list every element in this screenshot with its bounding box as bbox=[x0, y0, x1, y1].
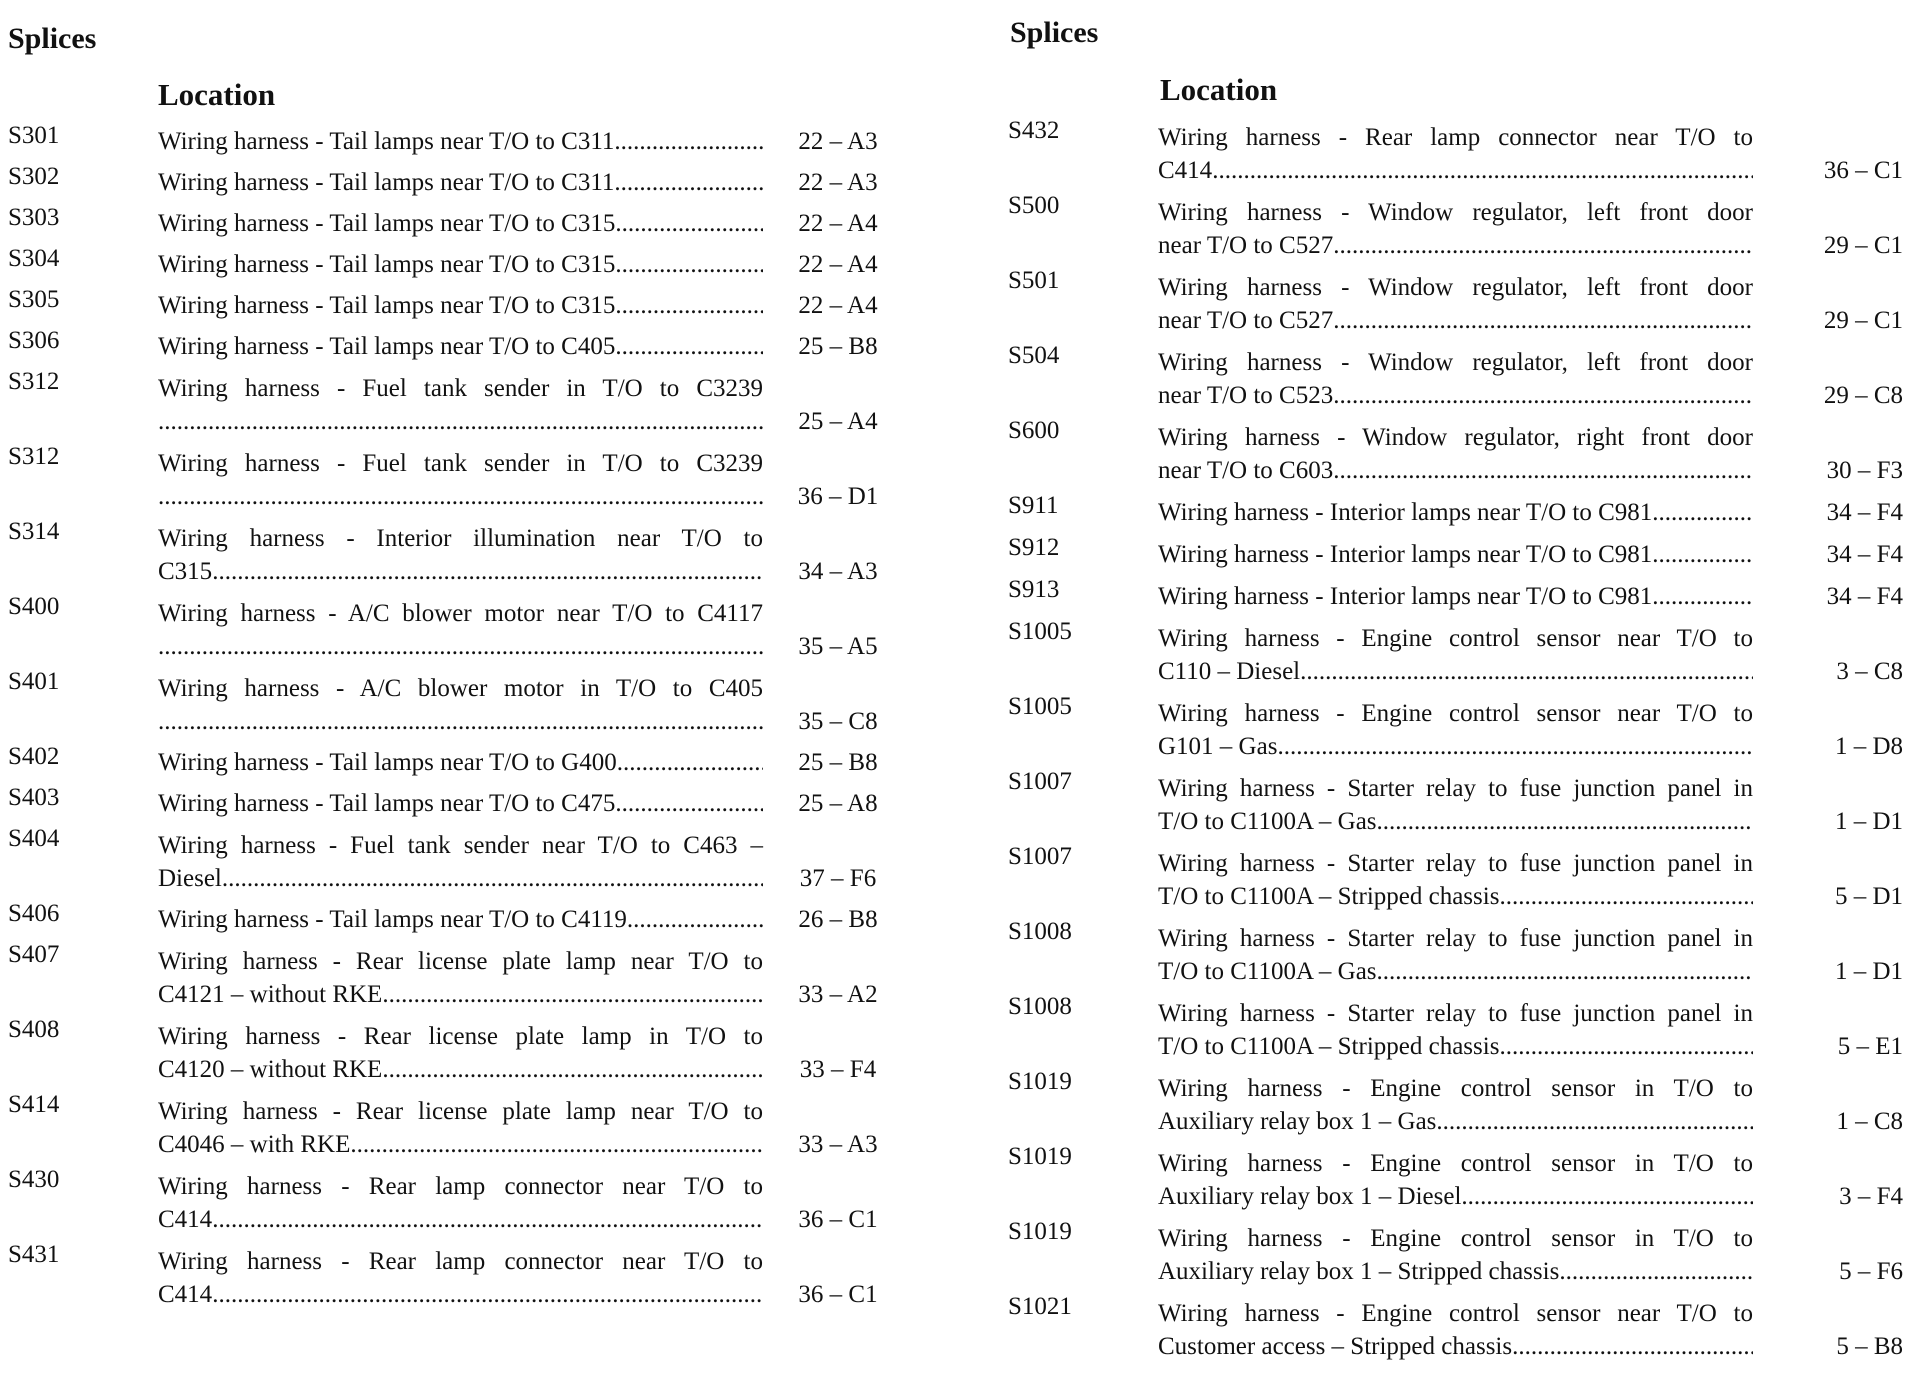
splice-id: S432 bbox=[1008, 117, 1060, 144]
location-line-2 bbox=[158, 630, 763, 663]
splice-row bbox=[8, 281, 933, 322]
splice-location bbox=[1158, 196, 1753, 262]
page-grid-reference: 22 – A3 bbox=[798, 128, 878, 155]
splice-row bbox=[1008, 529, 1908, 571]
page-grid-reference: 3 – C8 bbox=[1836, 658, 1903, 685]
splice-location bbox=[1158, 847, 1753, 913]
splice-location bbox=[1158, 1297, 1753, 1363]
splice-location bbox=[158, 207, 763, 240]
location-line-1 bbox=[158, 787, 763, 820]
splice-location bbox=[1158, 271, 1753, 337]
dot-leader bbox=[1499, 880, 1753, 913]
location-line-1: Wiring harness - Rear lamp connector near T/O to bbox=[158, 1248, 763, 1275]
splice-location bbox=[158, 1245, 763, 1311]
dot-leader bbox=[1512, 1330, 1753, 1363]
splice-id: S408 bbox=[8, 1016, 60, 1043]
location-line-1-text: Wiring harness - Interior lamps near T/O to C981 bbox=[1158, 541, 1653, 568]
location-line-1: Wiring harness - Rear lamp connector near T/O to bbox=[1158, 124, 1753, 151]
location-line-1 bbox=[158, 903, 763, 936]
splice-location bbox=[1158, 496, 1753, 529]
location-line-1: Wiring harness - Rear license plate lamp near T/O to bbox=[158, 948, 763, 975]
location-line-2-text: Customer access – Stripped chassis bbox=[1158, 1333, 1513, 1360]
splice-id: S303 bbox=[8, 204, 60, 231]
location-line-1-text: Wiring harness - Tail lamps near T/O to C315 bbox=[158, 292, 616, 319]
dot-leader bbox=[158, 405, 763, 438]
splice-id: S304 bbox=[8, 245, 60, 272]
location-line-2 bbox=[1158, 655, 1753, 688]
location-line-1: Wiring harness - Window regulator, left front door bbox=[1158, 274, 1753, 301]
splice-location bbox=[158, 289, 763, 322]
location-line-2 bbox=[1158, 304, 1753, 337]
splice-list-right bbox=[1008, 112, 1908, 1363]
splice-id: S430 bbox=[8, 1166, 60, 1193]
location-line-1: Wiring harness - Engine control sensor near T/O to bbox=[1158, 1300, 1753, 1327]
location-line-2-text: C4046 – with RKE bbox=[158, 1131, 351, 1158]
splice-row bbox=[8, 1086, 933, 1161]
location-line-2 bbox=[1158, 1180, 1753, 1213]
splice-id: S500 bbox=[1008, 192, 1060, 219]
splice-id: S1021 bbox=[1008, 1293, 1072, 1320]
location-line-1: Wiring harness - Engine control sensor in T/O to bbox=[1158, 1075, 1753, 1102]
page-grid-reference: 1 – D1 bbox=[1834, 958, 1903, 985]
location-line-1 bbox=[158, 207, 763, 240]
splice-id: S406 bbox=[8, 900, 60, 927]
page-grid-reference: 1 – C8 bbox=[1836, 1108, 1903, 1135]
splice-id: S1007 bbox=[1008, 768, 1072, 795]
splice-row bbox=[8, 1011, 933, 1086]
page-grid-reference: 5 – B8 bbox=[1836, 1333, 1903, 1360]
splice-location bbox=[158, 330, 763, 363]
location-header: Location bbox=[158, 77, 276, 112]
splice-id: S600 bbox=[1008, 417, 1060, 444]
dot-leader bbox=[222, 862, 763, 895]
splice-row bbox=[1008, 112, 1908, 187]
splice-row bbox=[8, 240, 933, 281]
page-grid-reference: 33 – A2 bbox=[798, 981, 878, 1008]
splice-row bbox=[1008, 613, 1908, 688]
splice-row bbox=[8, 363, 933, 438]
location-line-2-text: T/O to C1100A – Gas bbox=[1158, 958, 1377, 985]
splice-row bbox=[8, 322, 933, 363]
splice-id: S1019 bbox=[1008, 1143, 1072, 1170]
splice-row bbox=[1008, 988, 1908, 1063]
splice-id: S1005 bbox=[1008, 618, 1072, 645]
location-line-1 bbox=[158, 248, 763, 281]
splice-location bbox=[1158, 1222, 1753, 1288]
dot-leader bbox=[1333, 379, 1753, 412]
splice-id: S400 bbox=[8, 593, 60, 620]
location-line-2-text: Auxiliary relay box 1 – Gas bbox=[1158, 1108, 1437, 1135]
location-line-2-text: T/O to C1100A – Gas bbox=[1158, 808, 1377, 835]
location-line-2 bbox=[158, 705, 763, 738]
location-line-2-text: Diesel bbox=[158, 865, 222, 892]
splice-location bbox=[158, 787, 763, 820]
splice-location bbox=[158, 597, 763, 663]
location-line-1-text: Wiring harness - Tail lamps near T/O to C4119 bbox=[158, 906, 627, 933]
dot-leader bbox=[158, 480, 763, 513]
splice-location bbox=[1158, 538, 1753, 571]
splice-location bbox=[158, 166, 763, 199]
location-line-2 bbox=[158, 1053, 763, 1086]
location-line-1: Wiring harness - Window regulator, left front door bbox=[1158, 349, 1753, 376]
dot-leader bbox=[615, 248, 763, 281]
splice-location bbox=[1158, 580, 1753, 613]
splice-row bbox=[8, 820, 933, 895]
splice-location bbox=[1158, 697, 1753, 763]
page-grid-reference: 37 – F6 bbox=[799, 865, 877, 892]
location-line-2-text: C414 bbox=[158, 1281, 213, 1308]
page-grid-reference: 22 – A4 bbox=[798, 210, 878, 237]
location-line-2 bbox=[158, 1128, 763, 1161]
location-line-2 bbox=[158, 405, 763, 438]
dot-leader bbox=[1212, 154, 1753, 187]
page-grid-reference: 34 – F4 bbox=[1826, 583, 1903, 610]
splice-id: S504 bbox=[1008, 342, 1060, 369]
location-line-1-text: Wiring harness - Tail lamps near T/O to C311 bbox=[158, 169, 615, 196]
page-grid-reference: 29 – C8 bbox=[1823, 382, 1903, 409]
splice-row bbox=[8, 513, 933, 588]
page-grid-reference: 35 – C8 bbox=[798, 708, 878, 735]
location-line-2-text: T/O to C1100A – Stripped chassis bbox=[1158, 1033, 1500, 1060]
location-line-1: Wiring harness - Rear license plate lamp in T/O to bbox=[158, 1023, 763, 1050]
dot-leader bbox=[1333, 229, 1753, 262]
location-line-1 bbox=[1158, 538, 1753, 571]
location-line-2 bbox=[1158, 379, 1753, 412]
location-line-2 bbox=[1158, 1105, 1753, 1138]
page-grid-reference: 29 – C1 bbox=[1823, 307, 1903, 334]
splice-location bbox=[158, 1095, 763, 1161]
location-line-1-text: Wiring harness - Tail lamps near T/O to G400 bbox=[158, 749, 617, 776]
page-grid-reference: 36 – C1 bbox=[798, 1281, 878, 1308]
splice-row bbox=[8, 779, 933, 820]
dot-leader bbox=[1652, 496, 1753, 529]
dot-leader bbox=[1277, 730, 1753, 763]
splice-id: S414 bbox=[8, 1091, 60, 1118]
location-line-2 bbox=[158, 555, 763, 588]
page-grid-reference: 26 – B8 bbox=[798, 906, 878, 933]
splice-id: S312 bbox=[8, 443, 60, 470]
dot-leader bbox=[1461, 1180, 1753, 1213]
location-line-1: Wiring harness - Interior illumination near T/O to bbox=[158, 525, 763, 552]
splice-location bbox=[158, 945, 763, 1011]
dot-leader bbox=[1377, 955, 1753, 988]
dot-leader bbox=[1652, 580, 1753, 613]
splice-row bbox=[1008, 487, 1908, 529]
dot-leader bbox=[350, 1128, 763, 1161]
splice-id: S401 bbox=[8, 668, 60, 695]
location-line-2 bbox=[1158, 229, 1753, 262]
dot-leader bbox=[1300, 655, 1753, 688]
splice-row bbox=[1008, 337, 1908, 412]
page-grid-reference: 36 – D1 bbox=[797, 483, 879, 510]
dot-leader bbox=[614, 166, 763, 199]
splice-id: S302 bbox=[8, 163, 60, 190]
splice-row bbox=[1008, 1213, 1908, 1288]
splice-location bbox=[158, 746, 763, 779]
splice-location bbox=[1158, 622, 1753, 688]
splice-row bbox=[1008, 187, 1908, 262]
location-line-1 bbox=[158, 166, 763, 199]
splice-location bbox=[158, 1020, 763, 1086]
splice-location bbox=[1158, 922, 1753, 988]
location-line-2 bbox=[1158, 1255, 1753, 1288]
splice-row bbox=[8, 1161, 933, 1236]
location-line-1-text: Wiring harness - Interior lamps near T/O to C981 bbox=[1158, 499, 1653, 526]
dot-leader bbox=[212, 1203, 763, 1236]
splice-id: S1019 bbox=[1008, 1218, 1072, 1245]
splice-id: S1008 bbox=[1008, 918, 1072, 945]
location-line-2-text: C414 bbox=[1158, 157, 1213, 184]
splice-list-left bbox=[8, 117, 933, 1311]
page-grid-reference: 33 – A3 bbox=[798, 1131, 878, 1158]
location-line-1 bbox=[158, 125, 763, 158]
splice-row bbox=[1008, 1063, 1908, 1138]
location-line-2-text: near T/O to C523 bbox=[1158, 382, 1334, 409]
location-line-1: Wiring harness - Fuel tank sender in T/O to C3239 bbox=[158, 375, 763, 402]
splice-row bbox=[1008, 262, 1908, 337]
dot-leader bbox=[615, 289, 763, 322]
dot-leader bbox=[615, 330, 763, 363]
dot-leader bbox=[1377, 805, 1753, 838]
splice-id: S431 bbox=[8, 1241, 60, 1268]
location-line-2-text: Auxiliary relay box 1 – Diesel bbox=[1158, 1183, 1462, 1210]
page-grid-reference: 25 – B8 bbox=[798, 749, 878, 776]
location-line-1: Wiring harness - Engine control sensor near T/O to bbox=[1158, 625, 1753, 652]
location-line-2-text: C110 – Diesel bbox=[1158, 658, 1301, 685]
page-grid-reference: 36 – C1 bbox=[798, 1206, 878, 1233]
location-line-1: Wiring harness - Fuel tank sender in T/O to C3239 bbox=[158, 450, 763, 477]
dot-leader bbox=[617, 746, 763, 779]
page-grid-reference: 33 – F4 bbox=[799, 1056, 877, 1083]
splice-id: S1005 bbox=[1008, 693, 1072, 720]
splice-id: S1019 bbox=[1008, 1068, 1072, 1095]
splice-location bbox=[1158, 1072, 1753, 1138]
location-line-1: Wiring harness - Fuel tank sender near T/O to C463 – bbox=[158, 832, 763, 859]
location-line-1-text: Wiring harness - Tail lamps near T/O to C405 bbox=[158, 333, 616, 360]
splice-id: S305 bbox=[8, 286, 60, 313]
dot-leader bbox=[158, 705, 763, 738]
splice-id: S1008 bbox=[1008, 993, 1072, 1020]
section-title: Splices bbox=[8, 22, 97, 55]
location-line-1-text: Wiring harness - Tail lamps near T/O to C475 bbox=[158, 790, 616, 817]
page-grid-reference: 34 – F4 bbox=[1826, 541, 1903, 568]
splice-id: S312 bbox=[8, 368, 60, 395]
location-line-1: Wiring harness - Rear lamp connector near T/O to bbox=[158, 1173, 763, 1200]
page-grid-reference: 22 – A4 bbox=[798, 292, 878, 319]
splice-location bbox=[158, 248, 763, 281]
dot-leader bbox=[1652, 538, 1753, 571]
location-line-1-text: Wiring harness - Tail lamps near T/O to C315 bbox=[158, 251, 616, 278]
splice-location bbox=[158, 522, 763, 588]
splice-id: S301 bbox=[8, 122, 60, 149]
splice-row bbox=[1008, 913, 1908, 988]
location-line-1-text: Wiring harness - Tail lamps near T/O to C311 bbox=[158, 128, 615, 155]
dot-leader bbox=[627, 903, 763, 936]
splice-id: S314 bbox=[8, 518, 60, 545]
location-line-1: Wiring harness - Starter relay to fuse junction panel in bbox=[1158, 1000, 1753, 1027]
splice-row bbox=[8, 1236, 933, 1311]
dot-leader bbox=[382, 978, 763, 1011]
location-line-1: Wiring harness - Starter relay to fuse junction panel in bbox=[1158, 775, 1753, 802]
location-line-2 bbox=[1158, 454, 1753, 487]
dot-leader bbox=[1499, 1030, 1753, 1063]
splice-id: S306 bbox=[8, 327, 60, 354]
splice-id: S911 bbox=[1008, 492, 1059, 519]
dot-leader bbox=[1333, 304, 1753, 337]
splice-row bbox=[8, 663, 933, 738]
splice-location bbox=[158, 1170, 763, 1236]
location-line-1: Wiring harness - Window regulator, right front door bbox=[1158, 424, 1753, 451]
page-grid-reference: 34 – F4 bbox=[1826, 499, 1903, 526]
location-line-1-text: Wiring harness - Tail lamps near T/O to C315 bbox=[158, 210, 616, 237]
splice-row bbox=[8, 158, 933, 199]
splice-location bbox=[158, 125, 763, 158]
splice-location bbox=[1158, 346, 1753, 412]
splice-id: S403 bbox=[8, 784, 60, 811]
location-line-2-text: C4121 – without RKE bbox=[158, 981, 383, 1008]
page-grid-reference: 22 – A4 bbox=[798, 251, 878, 278]
dot-leader bbox=[1333, 454, 1753, 487]
location-line-2-text: T/O to C1100A – Stripped chassis bbox=[1158, 883, 1500, 910]
splice-id: S913 bbox=[1008, 576, 1060, 603]
location-line-2-text: C414 bbox=[158, 1206, 213, 1233]
splice-row bbox=[1008, 412, 1908, 487]
splice-id: S1007 bbox=[1008, 843, 1072, 870]
splice-row bbox=[1008, 1288, 1908, 1363]
splice-location bbox=[158, 672, 763, 738]
location-line-1: Wiring harness - Starter relay to fuse junction panel in bbox=[1158, 850, 1753, 877]
splice-id: S404 bbox=[8, 825, 60, 852]
location-line-2-text: Auxiliary relay box 1 – Stripped chassis bbox=[1158, 1258, 1560, 1285]
splice-id: S912 bbox=[1008, 534, 1060, 561]
location-line-1: Wiring harness - Engine control sensor in T/O to bbox=[1158, 1225, 1753, 1252]
page-grid-reference: 5 – F6 bbox=[1839, 1258, 1903, 1285]
splice-location bbox=[158, 447, 763, 513]
dot-leader bbox=[1436, 1105, 1753, 1138]
location-line-1 bbox=[158, 289, 763, 322]
location-line-2-text: near T/O to C603 bbox=[1158, 457, 1334, 484]
dot-leader bbox=[212, 555, 763, 588]
location-line-2-text: G101 – Gas bbox=[1158, 733, 1278, 760]
splice-id: S407 bbox=[8, 941, 60, 968]
location-line-1 bbox=[158, 330, 763, 363]
splice-location bbox=[1158, 121, 1753, 187]
location-line-2 bbox=[1158, 1330, 1753, 1363]
splice-location bbox=[1158, 421, 1753, 487]
location-line-2-text: near T/O to C527 bbox=[1158, 307, 1334, 334]
splice-id: S501 bbox=[1008, 267, 1060, 294]
location-line-1: Wiring harness - Window regulator, left front door bbox=[1158, 199, 1753, 226]
page-grid-reference: 30 – F3 bbox=[1826, 457, 1903, 484]
location-line-2 bbox=[1158, 1030, 1753, 1063]
dot-leader bbox=[615, 787, 763, 820]
splice-row bbox=[8, 738, 933, 779]
location-line-1: Wiring harness - Starter relay to fuse junction panel in bbox=[1158, 925, 1753, 952]
splice-location bbox=[1158, 997, 1753, 1063]
splice-location bbox=[1158, 772, 1753, 838]
splice-location bbox=[158, 903, 763, 936]
page-grid-reference: 5 – E1 bbox=[1837, 1033, 1903, 1060]
section-title: Splices bbox=[1010, 16, 1099, 49]
splice-row bbox=[8, 438, 933, 513]
splice-row bbox=[8, 895, 933, 936]
location-line-1 bbox=[1158, 496, 1753, 529]
location-line-2-text: C315 bbox=[158, 558, 213, 585]
location-line-2 bbox=[1158, 880, 1753, 913]
splice-location bbox=[1158, 1147, 1753, 1213]
page-grid-reference: 1 – D8 bbox=[1834, 733, 1903, 760]
location-line-2-text: C4120 – without RKE bbox=[158, 1056, 383, 1083]
location-line-2 bbox=[1158, 955, 1753, 988]
splice-id: S402 bbox=[8, 743, 60, 770]
location-line-1: Wiring harness - A/C blower motor in T/O to C405 bbox=[158, 675, 763, 702]
location-line-2-text: near T/O to C527 bbox=[1158, 232, 1334, 259]
splice-row bbox=[1008, 571, 1908, 613]
splice-row bbox=[1008, 688, 1908, 763]
location-line-2 bbox=[158, 1203, 763, 1236]
splice-location bbox=[158, 372, 763, 438]
location-line-2 bbox=[1158, 154, 1753, 187]
location-line-2 bbox=[158, 1278, 763, 1311]
page-grid-reference: 1 – D1 bbox=[1834, 808, 1903, 835]
location-line-1: Wiring harness - A/C blower motor near T/O to C4117 bbox=[158, 600, 763, 627]
page-grid-reference: 34 – A3 bbox=[798, 558, 878, 585]
page-grid-reference: 25 – A4 bbox=[798, 408, 878, 435]
page-grid-reference: 3 – F4 bbox=[1839, 1183, 1903, 1210]
dot-leader bbox=[212, 1278, 763, 1311]
location-line-1 bbox=[1158, 580, 1753, 613]
dot-leader bbox=[615, 207, 763, 240]
dot-leader bbox=[614, 125, 763, 158]
location-line-2 bbox=[1158, 730, 1753, 763]
splice-row bbox=[8, 117, 933, 158]
location-line-1-text: Wiring harness - Interior lamps near T/O to C981 bbox=[1158, 583, 1653, 610]
splice-row bbox=[1008, 838, 1908, 913]
location-line-1: Wiring harness - Engine control sensor near T/O to bbox=[1158, 700, 1753, 727]
page-grid-reference: 22 – A3 bbox=[798, 169, 878, 196]
page-grid-reference: 36 – C1 bbox=[1823, 157, 1903, 184]
dot-leader bbox=[382, 1053, 763, 1086]
location-line-2 bbox=[158, 862, 763, 895]
location-line-1 bbox=[158, 746, 763, 779]
splice-row bbox=[1008, 1138, 1908, 1213]
location-header: Location bbox=[1160, 72, 1278, 107]
page-grid-reference: 35 – A5 bbox=[798, 633, 878, 660]
page-grid-reference: 25 – A8 bbox=[798, 790, 878, 817]
location-line-1: Wiring harness - Engine control sensor in T/O to bbox=[1158, 1150, 1753, 1177]
location-line-2 bbox=[1158, 805, 1753, 838]
splice-row bbox=[8, 199, 933, 240]
page-grid-reference: 25 – B8 bbox=[798, 333, 878, 360]
splice-row bbox=[8, 936, 933, 1011]
location-line-1: Wiring harness - Rear license plate lamp near T/O to bbox=[158, 1098, 763, 1125]
splice-location bbox=[158, 829, 763, 895]
dot-leader bbox=[158, 630, 763, 663]
page-grid-reference: 29 – C1 bbox=[1823, 232, 1903, 259]
splice-row bbox=[1008, 763, 1908, 838]
location-line-2 bbox=[158, 480, 763, 513]
location-line-2 bbox=[158, 978, 763, 1011]
page-grid-reference: 5 – D1 bbox=[1834, 883, 1903, 910]
dot-leader bbox=[1559, 1255, 1753, 1288]
splice-row bbox=[8, 588, 933, 663]
